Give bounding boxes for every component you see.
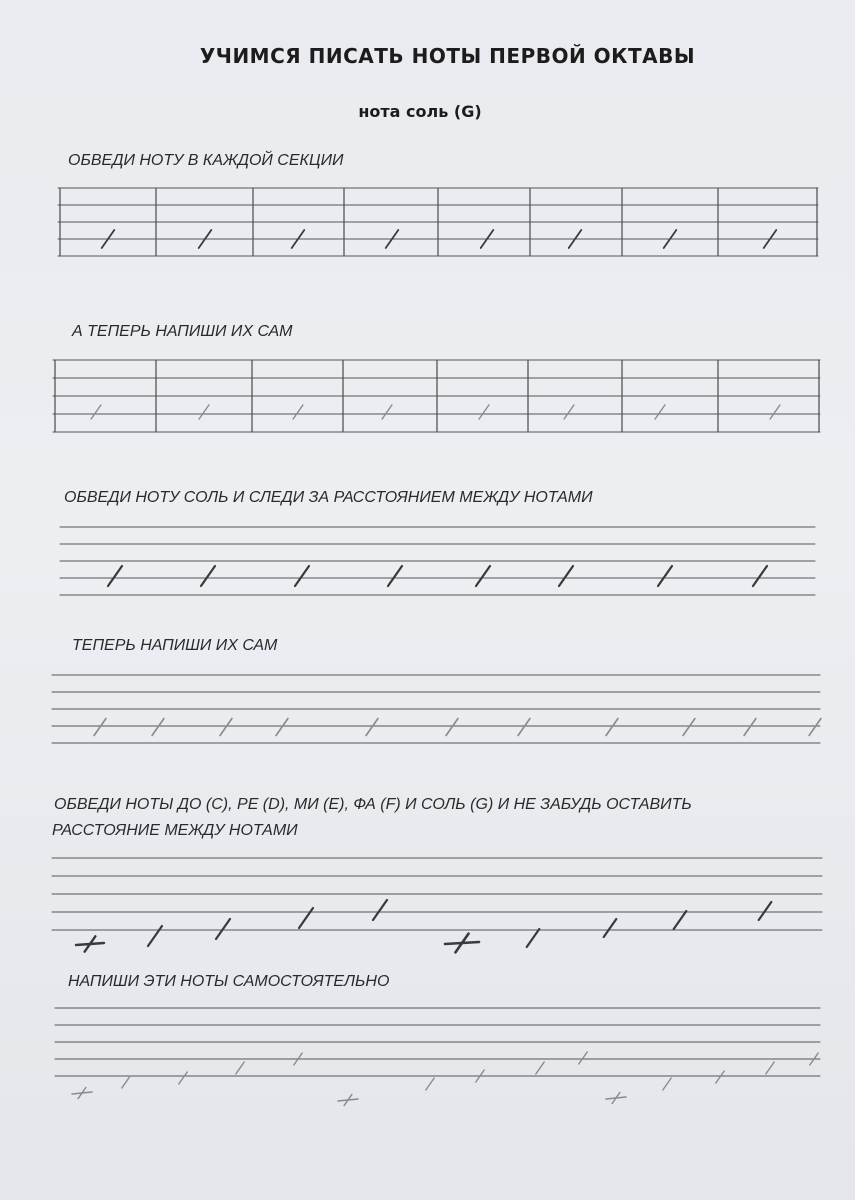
note-mark xyxy=(744,719,756,736)
note-mark xyxy=(564,405,574,419)
note-mark xyxy=(152,719,164,736)
staff-write-yourself xyxy=(52,675,820,743)
instruction-write-yourself: ТЕПЕРЬ НАПИШИ ИХ САМ xyxy=(72,637,278,654)
note-mark xyxy=(382,405,392,419)
note-mark xyxy=(199,405,209,419)
note-mark xyxy=(770,405,780,419)
note-mark xyxy=(216,919,230,939)
note-mark xyxy=(658,566,672,586)
note-mark xyxy=(446,719,458,736)
note-mark xyxy=(91,405,101,419)
note-mark xyxy=(236,1062,244,1074)
instruction-trace-notes-line1: ОБВЕДИ НОТЫ ДО (C), РЕ (D), МИ (E), ФА (F) И СОЛЬ (G) И НЕ ЗАБУДЬ ОСТАВИТЬ xyxy=(54,796,692,813)
note-mark xyxy=(476,566,490,586)
note-mark xyxy=(179,1072,187,1084)
note-mark xyxy=(201,566,215,586)
note-mark xyxy=(716,1071,724,1083)
note-mark xyxy=(295,566,309,586)
note-mark xyxy=(518,719,530,736)
note-mark xyxy=(373,900,387,920)
note-mark xyxy=(766,1062,774,1074)
note-mark xyxy=(655,405,665,419)
staff-trace-each-section xyxy=(58,188,818,256)
note-mark xyxy=(606,719,618,736)
note-mark xyxy=(759,902,772,920)
staff-trace-notes xyxy=(52,858,822,930)
worksheet-title: УЧИМСЯ ПИСАТЬ НОТЫ ПЕРВОЙ ОКТАВЫ xyxy=(199,44,696,68)
note-mark xyxy=(559,566,573,586)
instruction-now-write-yourself: А ТЕПЕРЬ НАПИШИ ИХ САМ xyxy=(72,323,293,340)
note-mark xyxy=(148,926,162,946)
note-mark xyxy=(276,719,288,736)
staff-now-write-yourself xyxy=(53,360,820,432)
note-mark xyxy=(753,566,767,586)
note-mark xyxy=(220,719,232,736)
note-mark xyxy=(388,566,402,586)
note-mark xyxy=(108,566,122,586)
note-mark xyxy=(536,1062,544,1074)
note-mark xyxy=(426,1078,434,1090)
note-mark xyxy=(299,908,313,928)
note-mark xyxy=(366,719,378,736)
note-mark xyxy=(527,929,540,947)
instruction-write-independently: НАПИШИ ЭТИ НОТЫ САМОСТОЯТЕЛЬНО xyxy=(68,973,390,990)
note-mark xyxy=(293,405,303,419)
note-mark xyxy=(122,1076,130,1088)
worksheet-subtitle: нота соль (G) xyxy=(358,102,482,121)
note-mark xyxy=(683,719,695,736)
note-mark xyxy=(674,911,687,929)
instruction-trace-notes-line2: РАССТОЯНИЕ МЕЖДУ НОТАМИ xyxy=(52,822,298,839)
instruction-trace-each-section: ОБВЕДИ НОТУ В КАЖДОЙ СЕКЦИИ xyxy=(68,152,344,169)
note-mark xyxy=(809,719,821,736)
staff-write-independently xyxy=(55,1008,820,1076)
note-mark xyxy=(579,1052,587,1064)
note-marks-group xyxy=(72,230,821,1106)
note-mark xyxy=(94,719,106,736)
instruction-trace-sol-spacing: ОБВЕДИ НОТУ СОЛЬ И СЛЕДИ ЗА РАССТОЯНИЕМ МЕЖДУ НОТАМИ xyxy=(64,489,593,506)
note-mark xyxy=(604,919,617,937)
note-mark xyxy=(663,1078,671,1090)
staff-trace-sol-spacing xyxy=(60,527,815,595)
note-mark xyxy=(479,405,489,419)
staves-group xyxy=(52,188,822,1076)
